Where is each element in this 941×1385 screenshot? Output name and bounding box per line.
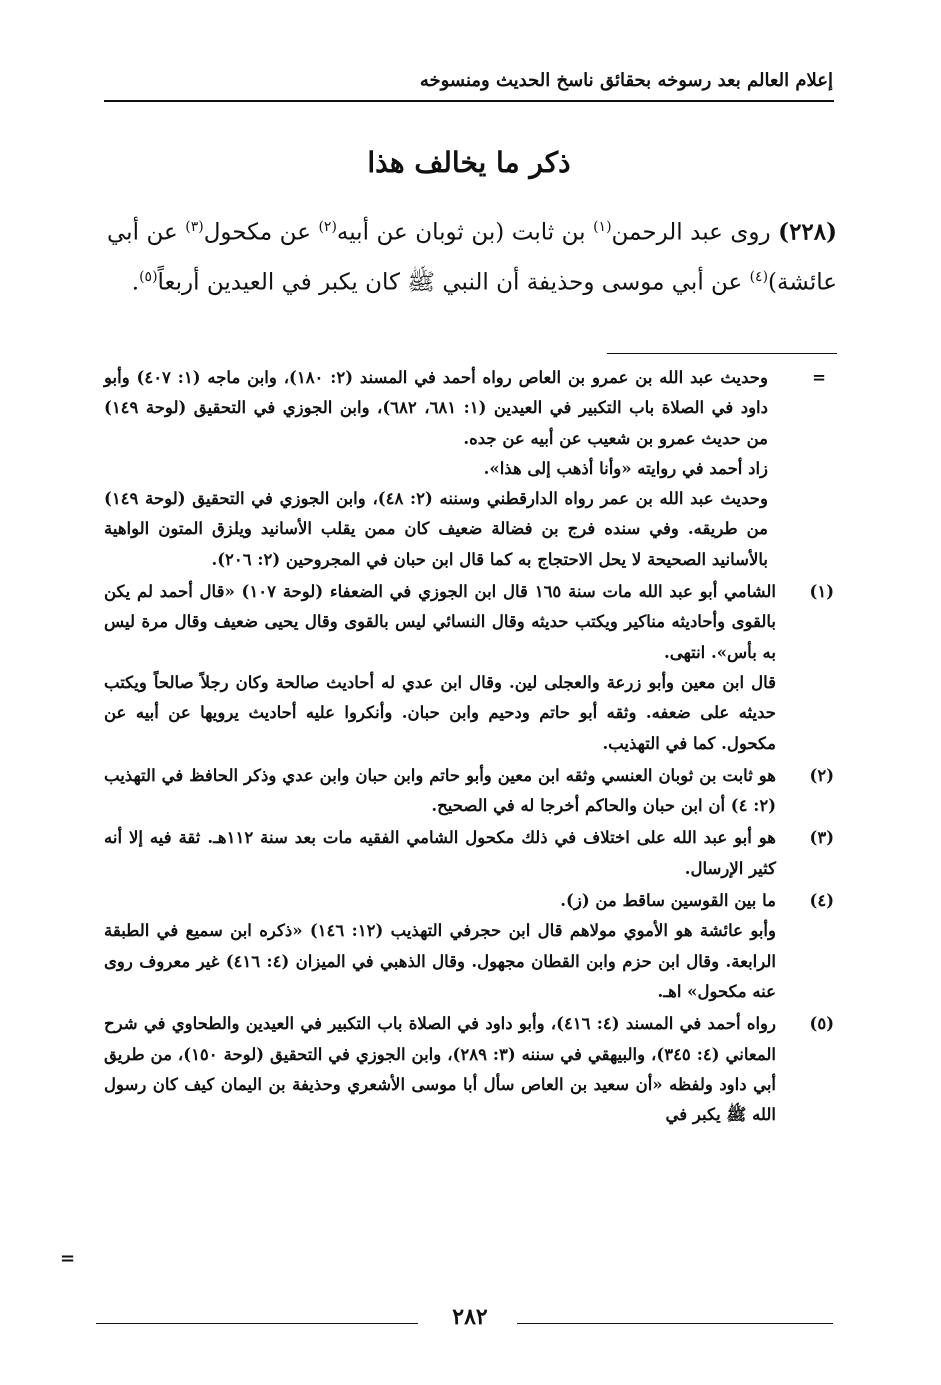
footnote-paragraph: ما بين القوسين ساقط من (ز). — [560, 891, 776, 911]
hadith-segment: . — [131, 269, 140, 296]
footnote-paragraph: وحديث عبد الله بن عمرو بن العاص رواه أحمد في المسند (٢: ١٨٠)، وابن ماجه (١: ٤٠٧) وأبو داود في الصلاة باب التكبير في العيدين (١: ٦٨١، ٦٨٢)، وابن الجوزي في التحقيق (لوحة ١٤٩) من حديث عمرو بن شعيب عن أبيه عن جده. — [104, 368, 768, 448]
footer-rule-left — [96, 1323, 418, 1324]
footnote-ref: (١) — [593, 219, 612, 235]
hadith-segment: بن ثابت (بن ثوبان عن أبيه — [336, 219, 586, 246]
footnote-number: (١) — [809, 582, 834, 602]
footnote-number: (٥) — [809, 1014, 834, 1034]
section-title: ذكر ما يخالف هذا — [367, 146, 571, 179]
footnote-paragraph: رواه أحمد في المسند (٤: ٤١٦)، وأبو داود في الصلاة باب التكبير في العيدين والطحاوي في شرح المعاني (٤: ٣٤٥)، والبيهقي في سننه (٣: ٢٨٩)، وابن الجوزي في التحقيق (لوحة ١٥٠)، من طريق أبي داود ولفظه «أن سعيد بن العاص سأل أبا موسى الأشعري وحذيفة بن اليمان كيف كان رسول الله ﷺ يكبر في — [104, 1014, 776, 1125]
hadith-segment: عن أبي عائشة) — [107, 219, 837, 296]
hadith-segment: عن أبي موسى وحذيفة أن النبي ﷺ كان يكبر في العيدين أربعاً — [157, 269, 743, 296]
footnote-paragraph: الشامي أبو عبد الله مات سنة ١٦٥ قال ابن الجوزي في الضعفاء (لوحة ١٠٧) «قال أحمد لم يكن بالقوى وأحاديثه مناكير ويكتب حديثه وقال النسائي ليس بالقوى وقال يحيى ضعيف وقال مرة ليس به بأس». انتهى. — [104, 582, 777, 662]
footnotes-separator — [607, 353, 837, 354]
header-rule — [104, 100, 834, 102]
page-number: ٢٨٢ — [452, 1304, 488, 1330]
footnote-paragraph: هو أبو عبد الله على اختلاف في ذلك مكحول الشامي الفقيه مات بعد سنة ١١٢هـ. ثقة فيه إلا أنه كثير الإرسال. — [104, 828, 776, 878]
running-header: إعلام العالم بعد رسوخه بحقائق ناسخ الحديث ومنسوخه — [419, 70, 833, 91]
footnote-ref: (٢) — [318, 219, 337, 235]
footnote-4 — [60, 886, 840, 1007]
footnote-continued — [60, 363, 840, 575]
footer-rule-right — [517, 1323, 833, 1324]
hadith-text — [107, 205, 837, 304]
footnote-paragraph: قال ابن معين وأبو زرعة والعجلى لين. وقال ابن عدي له أحاديث صالحة وكان رجلاً صالحاً ويكتب حديثه على ضعفه. وثقه أبو حاتم ودحيم وابن حبان. وأنكروا عليه أحاديث يرويها عن أبيه عن مكحول. كما في التهذيب. — [104, 672, 776, 753]
footnote-5 — [60, 1009, 840, 1130]
footnote-ref: (٣) — [185, 219, 204, 235]
hadith-number: (٢٢٨) — [778, 218, 838, 246]
footnote-paragraph: زاد أحمد في روايته «وأنا أذهب إلى هذا». — [483, 458, 768, 478]
footnotes — [60, 363, 840, 1132]
footnote-ref: (٥) — [139, 268, 158, 285]
footnote-number: (٣) — [809, 828, 834, 848]
footnote-2 — [60, 761, 840, 822]
continuation-mark-end: = — [60, 1248, 76, 1269]
footnote-ref: (٤) — [749, 268, 769, 285]
footnote-paragraph: وأبو عائشة هو الأموي مولاهم قال ابن حجرفي التهذيب (١٢: ١٤٦) «ذكره ابن سميع في الطبقة الرابعة. وقال ابن حزم وابن القطان مجهول. وقال الذهبي في الميزان (٤: ٤١٦) غير معروف روى عنه مكحول» اهـ. — [104, 921, 776, 1001]
continuation-mark: = — [812, 368, 826, 387]
footnote-paragraph: هو ثابت بن ثوبان العنسي وثقه ابن معين وأبو حاتم وابن حبان وابن عدي وذكر الحافظ في التهذيب (٢: ٤) أن ابن حبان والحاكم أخرجا له في الصحيح. — [104, 765, 776, 816]
hadith-segment: عن مكحول — [203, 219, 311, 246]
footnote-number: (٤) — [809, 891, 834, 911]
footnote-3 — [60, 823, 840, 884]
footnote-paragraph: وحديث عبد الله بن عمر رواه الدارقطني وسننه (٢: ٤٨)، وابن الجوزي في التحقيق (لوحة ١٤٩) من طريقه. وفي سنده فرج بن فضالة ضعيف كان ممن يقلب الأسانيد ويلزق المتون الواهية بالأسانيد الصحيحة لا يحل الاحتجاج به كما قال ابن حبان في المجروحين (٢: ٢٠٦). — [104, 489, 768, 569]
footnote-1 — [60, 577, 840, 759]
footnote-number: (٢) — [809, 765, 834, 785]
hadith-segment: روى عبد الرحمن — [611, 219, 771, 246]
